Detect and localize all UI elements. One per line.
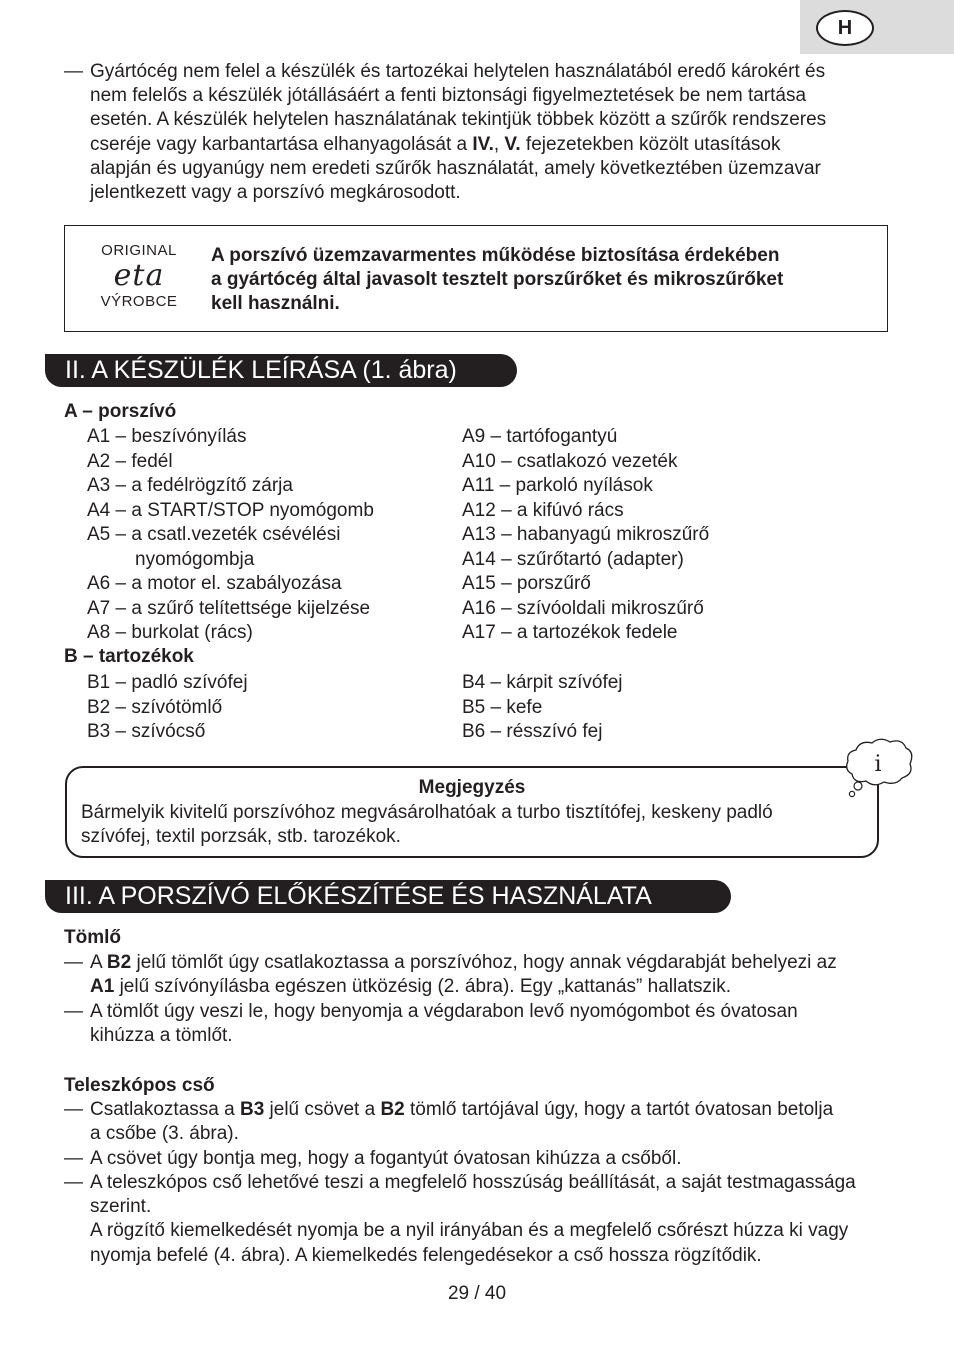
instruction-line: szerint.: [90, 1196, 152, 1218]
list-item: A14 – szűrőtartó (adapter): [462, 548, 684, 570]
notice-line: a gyártócég által javasolt tesztelt porszűrőket és mikroszűrőket: [211, 269, 784, 291]
list-item: B4 – kárpit szívófej: [462, 672, 623, 693]
list-item: B6 – résszívó fej: [462, 721, 603, 742]
list-item: A15 – porszűrő: [462, 573, 591, 594]
part-ref: B3: [239, 1099, 265, 1120]
text-run: jelű tömlőt úgy csatlakoztassa a porszívóhoz, hogy annak végdarabját behelyezi az: [131, 952, 837, 973]
list-item: A10 – csatlakozó vezeték: [462, 450, 678, 472]
instruction-line: kihúzza a tömlőt.: [90, 1025, 233, 1047]
instruction-line: [90, 1098, 833, 1122]
list-item: A7 – a szűrő telítettsége kijelzése: [87, 597, 371, 619]
intro-line: jelentkezett vagy a porszívó megkárosodott.: [90, 182, 461, 204]
logo-bottom-text: VÝROBCE: [100, 293, 178, 310]
subsection-title: Teleszkópos cső: [64, 1075, 215, 1096]
notice-text: [211, 244, 783, 317]
list-item: A3 – a fedélrögzítő zárja: [87, 475, 293, 496]
note-line: Bármelyik kivitelű porszívóhoz megvásárolhatóak a turbo tisztítófej, keskeny padló: [81, 802, 773, 823]
instruction-item: [64, 951, 837, 999]
list-item: nyomógombja: [135, 548, 255, 570]
notice-line: A porszívó üzemzavarmentes működése biztosítása érdekében: [211, 245, 780, 266]
part-ref: B2: [380, 1099, 405, 1120]
instruction-line: A csövet úgy bontja meg, hogy a fogantyút óvatosan kihúzza a csőből.: [90, 1148, 682, 1169]
list-item: A9 – tartófogantyú: [462, 426, 618, 447]
subsection-title: Tömlő: [64, 927, 121, 948]
text-run: fejezetekben közölt utasítások: [520, 133, 781, 155]
list-item: A1 – beszívónyílás: [87, 426, 247, 447]
notice-line: kell használni.: [211, 293, 340, 315]
dash-bullet: —: [64, 1148, 83, 1169]
text-run: A: [90, 952, 107, 973]
language-badge: H: [816, 10, 874, 46]
text-run: cseréje vagy karbantartása elhanyagolását a: [90, 133, 473, 155]
dash-bullet: —: [64, 1001, 83, 1022]
note-text: [81, 801, 773, 849]
text-run: ,: [493, 133, 505, 155]
chapter-ref: V.: [504, 133, 521, 155]
intro-line: Gyártócég nem felel a készülék és tartozékai helytelen használatából eredő károkért és: [90, 61, 826, 82]
logo-brand: eta: [113, 258, 165, 293]
instruction-line: [90, 951, 837, 975]
list-item: A8 – burkolat (rács): [87, 622, 253, 643]
group-heading: B – tartozékok: [64, 646, 194, 667]
intro-line: [90, 133, 826, 157]
note-box: [65, 766, 879, 858]
parts-list-left: [87, 425, 374, 646]
list-item: B2 – szívótömlő: [87, 696, 223, 718]
intro-paragraph: [64, 60, 826, 205]
page-number: 29 / 40: [447, 1283, 507, 1304]
instruction-line: a csőbe (3. ábra).: [90, 1123, 239, 1145]
instruction-item: [64, 1171, 856, 1268]
dash-bullet: —: [64, 1099, 83, 1120]
accessories-list-right: [462, 671, 623, 745]
instruction-line: nyomja befelé (4. ábra). A kiemelkedés felengedésekor a cső hossza rögzítődik.: [90, 1244, 762, 1266]
list-item: A5 – a csatl.vezeték csévélési: [87, 524, 341, 545]
instruction-item: [64, 1147, 682, 1171]
text-run: jelű csövet a: [264, 1099, 381, 1120]
list-item: B3 – szívócső: [87, 721, 206, 742]
info-cloud-icon: [842, 736, 916, 802]
list-item: A2 – fedél: [87, 450, 173, 472]
accessories-list-left: [87, 671, 248, 745]
chapter-ref: IV.: [472, 133, 494, 155]
instruction-item: [64, 1000, 798, 1048]
list-item: B5 – kefe: [462, 696, 543, 718]
language-tab: [800, 0, 954, 54]
list-item: A12 – a kifúvó rács: [462, 499, 624, 521]
note-title: Megjegyzés: [418, 777, 526, 798]
instruction-item: [64, 1098, 833, 1146]
list-item: A16 – szívóoldali mikroszűrő: [462, 597, 704, 619]
dash-bullet: —: [64, 1172, 83, 1193]
list-item: A13 – habanyagú mikroszűrő: [462, 524, 710, 545]
info-glyph: i: [874, 752, 882, 777]
list-item: A17 – a tartozékok fedele: [462, 622, 678, 643]
intro-line: alapján és ugyanúgy nem eredeti szűrők használatát, amely következtében üzemzavar: [90, 157, 821, 179]
intro-line: nem felelős a készülék jótállásáért a fenti biztonsági figyelmeztetések be nem tartása: [90, 85, 807, 107]
logo-top-text: ORIGINAL: [101, 242, 177, 259]
eta-original-logo: [95, 242, 183, 310]
instruction-line: [90, 975, 837, 999]
dash-bullet: —: [64, 952, 83, 973]
list-item: A6 – a motor el. szabályozása: [87, 573, 342, 594]
instruction-line: A teleszkópos cső lehetővé teszi a megfelelő hosszúság beállítását, a saját testmagassága: [90, 1172, 856, 1193]
instruction-line: A tömlőt úgy veszi le, hogy benyomja a végdarabon levő nyomógombot és óvatosan: [90, 1001, 798, 1022]
text-run: tömlő tartójával úgy, hogy a tartót óvatosan betolja: [404, 1099, 834, 1120]
group-heading: A – porszívó: [64, 401, 177, 422]
note-line: szívófej, textil porzsák, stb. tarozékok.: [81, 826, 401, 848]
original-filter-notice: [64, 225, 888, 332]
section-heading: II. A KÉSZÜLÉK LEÍRÁSA (1. ábra): [45, 354, 517, 387]
text-run: jelű szívónyílásba egészen ütközésig (2. ábra). Egy „kattanás” hallatszik.: [114, 976, 732, 998]
part-ref: B2: [106, 952, 132, 973]
text-run: Csatlakoztassa a: [90, 1099, 240, 1120]
list-item: A11 – parkoló nyílások: [462, 475, 653, 496]
list-item: B1 – padló szívófej: [87, 672, 248, 693]
part-ref: A1: [90, 976, 115, 998]
dash-bullet: —: [64, 61, 83, 82]
list-item: A4 – a START/STOP nyomógomb: [87, 499, 374, 521]
section-heading: III. A PORSZÍVÓ ELŐKÉSZÍTÉSE ÉS HASZNÁLATA: [45, 880, 731, 913]
parts-list-right: [462, 425, 709, 646]
intro-line: esetén. A készülék helytelen használatának tekintjük többek között a szűrők rendszeres: [90, 109, 827, 131]
instruction-line: A rögzítő kiemelkedését nyomja be a nyil irányában és a megfelelő csőrészt húzza ki vagy: [90, 1220, 849, 1242]
